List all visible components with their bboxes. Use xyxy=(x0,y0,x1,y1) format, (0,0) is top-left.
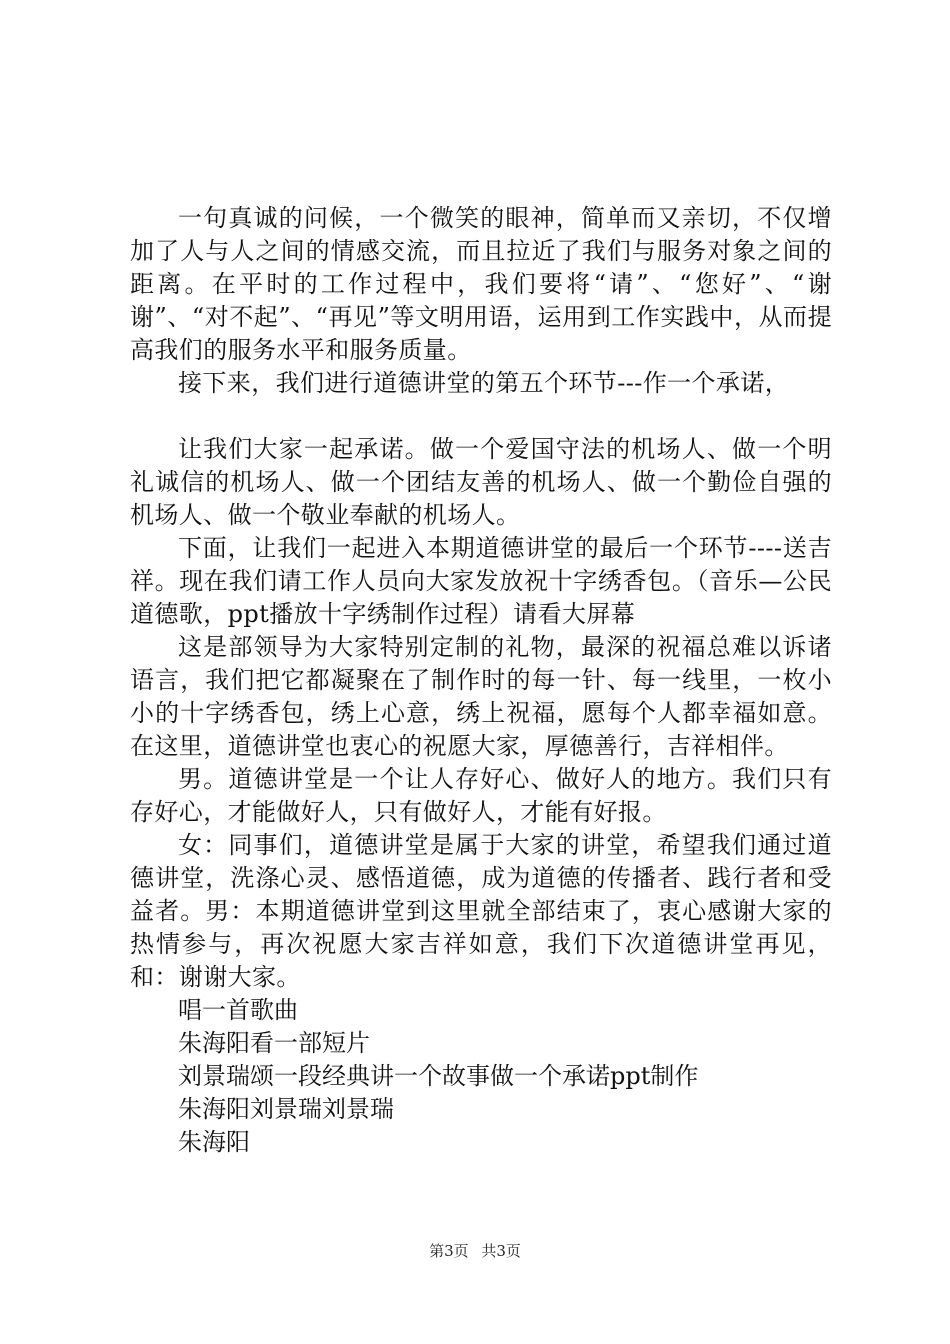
page-number: 第3页 xyxy=(429,1242,469,1260)
page-total: 共3页 xyxy=(481,1242,521,1260)
paragraph-gift: 这是部领导为大家特别定制的礼物，最深的祝福总难以诉诸语言，我们把它都凝聚在了制作时的每一针、每一线里，一枚小小的十字绣香包，绣上心意，绣上祝福，愿每个人都幸福如意。在这里，道德讲堂也衷心的祝愿大家，厚德善行，吉祥相伴。 xyxy=(130,633,832,760)
page-footer xyxy=(0,1241,950,1261)
paragraph-promise: 让我们大家一起承诺。做一个爱国守法的机场人、做一个明礼诚信的机场人、做一个团结友善的机场人、做一个勤俭自强的机场人、做一个敬业奉献的机场人。 xyxy=(130,435,832,529)
list-item: 朱海阳刘景瑞刘景瑞 xyxy=(178,1095,394,1123)
paragraph-closing: 女：同事们，道德讲堂是属于大家的讲堂，希望我们通过道德讲堂，洗涤心灵、感悟道德，成为道德的传播者、践行者和受益者。男：本期道德讲堂到这里就全部结束了，衷心感谢大家的热情参与，再次祝愿大家吉祥如意，我们下次道德讲堂再见，和：谢谢大家。 xyxy=(130,831,832,991)
paragraph-fifth-section: 接下来，我们进行道德讲堂的第五个环节---作一个承诺， xyxy=(178,369,790,397)
document-body xyxy=(130,202,832,1159)
list-item: 朱海阳看一部短片 xyxy=(178,1029,370,1057)
list-item: 朱海阳 xyxy=(178,1128,250,1156)
paragraph-greeting: 一句真诚的问候，一个微笑的眼神，简单而又亲切，不仅增加了人与人之间的情感交流，而且拉近了我们与服务对象之间的距离。在平时的工作过程中，我们要将“请”、“您好”、“谢谢”、“对不起”、“再见”等文明用语，运用到工作实践中，从而提高我们的服务水平和服务质量。 xyxy=(130,204,832,364)
paragraph-male-host: 男。道德讲堂是一个让人存好心、做好人的地方。我们只有存好心，才能做好人，只有做好人，才能有好报。 xyxy=(130,765,832,826)
paragraph-last-section: 下面，让我们一起进入本期道德讲堂的最后一个环节----送吉祥。现在我们请工作人员向大家发放祝十字绣香包。（音乐—公民道德歌，ppt播放十字绣制作过程）请看大屏幕 xyxy=(130,534,832,628)
list-item: 唱一首歌曲 xyxy=(178,996,298,1024)
list-item: 刘景瑞颂一段经典讲一个故事做一个承诺ppt制作 xyxy=(178,1062,699,1090)
